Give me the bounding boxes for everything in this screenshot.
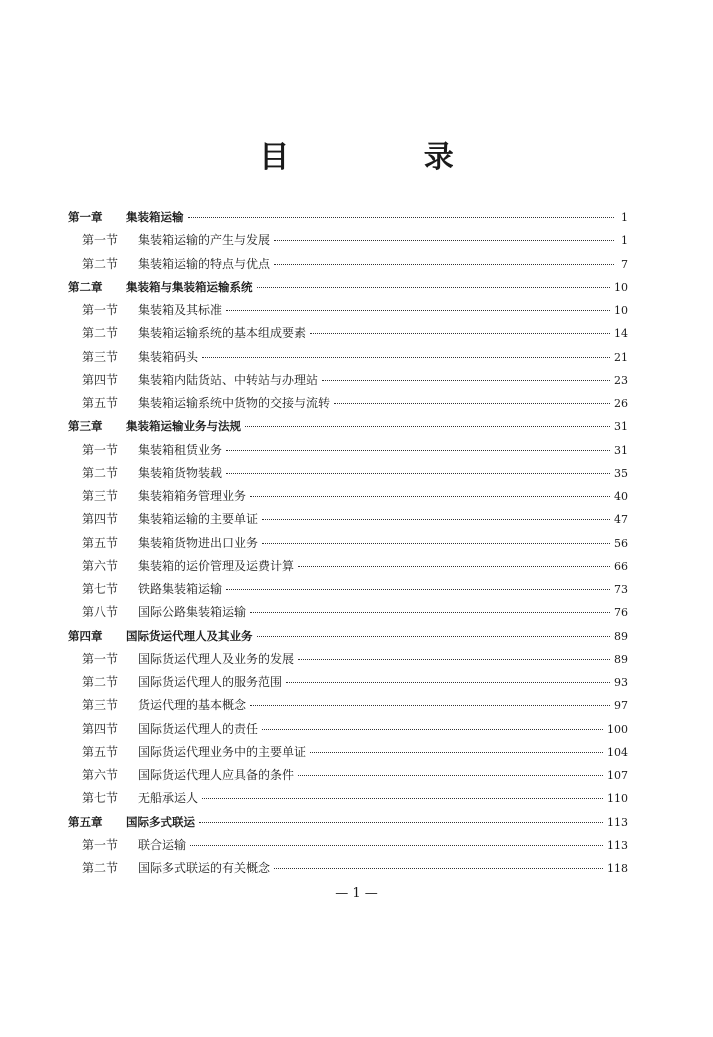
toc-entry-title: 集装箱内陆货站、中转站与办理站 bbox=[138, 372, 319, 387]
toc-entry-page: 10 bbox=[614, 280, 628, 294]
toc-entry-title: 国际多式联运的有关概念 bbox=[138, 861, 271, 875]
dot-leader bbox=[188, 216, 615, 218]
toc-entry-title: 国际货运代理业务中的主要单证 bbox=[138, 744, 307, 759]
toc-entry-number: 第一节 bbox=[82, 837, 119, 852]
toc-entry-page: 56 bbox=[614, 536, 628, 550]
toc-entry-title: 集装箱码头 bbox=[138, 349, 199, 364]
toc-entry-title: 集装箱运输业务与法规 bbox=[126, 419, 241, 434]
toc-chapter-row bbox=[68, 811, 628, 834]
toc-section-row bbox=[68, 346, 628, 369]
dot-leader bbox=[257, 286, 611, 288]
toc-entry-title: 集装箱箱务管理业务 bbox=[138, 489, 247, 503]
toc-entry-title: 集装箱运输 bbox=[126, 210, 184, 224]
toc-entry-number: 第三节 bbox=[82, 349, 119, 364]
page-title: 目 录 bbox=[259, 140, 516, 175]
toc-entry-title: 国际公路集装箱运输 bbox=[138, 605, 247, 620]
toc-section-row bbox=[68, 601, 628, 624]
dot-leader bbox=[250, 495, 610, 497]
toc-entry-page: 76 bbox=[614, 606, 628, 620]
toc-entry-title: 国际货运代理人及业务的发展 bbox=[138, 651, 295, 666]
toc-chapter-row bbox=[68, 206, 628, 229]
toc-entry-title: 集装箱运输的主要单证 bbox=[138, 512, 259, 527]
toc-section-row bbox=[68, 532, 628, 555]
dot-leader bbox=[202, 356, 610, 358]
toc-entry-title: 集装箱货物进出口业务 bbox=[138, 535, 259, 550]
toc-chapter-row bbox=[68, 415, 628, 438]
dot-leader bbox=[226, 472, 610, 474]
dot-leader bbox=[310, 751, 603, 753]
dot-leader bbox=[226, 449, 610, 451]
toc-entry-number: 第三节 bbox=[82, 698, 119, 713]
dot-leader bbox=[245, 425, 610, 427]
toc-entry-title: 集装箱货物装载 bbox=[138, 465, 223, 480]
toc-entry-number: 第二节 bbox=[82, 861, 119, 875]
dot-leader bbox=[274, 263, 614, 265]
dot-leader bbox=[190, 844, 603, 846]
toc-entry-number: 第二节 bbox=[82, 465, 119, 480]
toc-entry-page: 31 bbox=[614, 420, 628, 434]
toc-entry-page: 23 bbox=[614, 373, 628, 387]
toc-section-row bbox=[68, 555, 628, 578]
toc-entry-title: 集装箱运输的特点与优点 bbox=[138, 256, 271, 271]
toc-section-row bbox=[68, 253, 628, 276]
toc-entry-title: 无船承运人 bbox=[138, 791, 199, 806]
toc-section-row bbox=[68, 229, 628, 252]
toc-entry-number: 第二章 bbox=[68, 279, 103, 294]
toc-section-row bbox=[68, 764, 628, 787]
toc-entry-number: 第五节 bbox=[82, 744, 119, 759]
dot-leader bbox=[202, 797, 603, 799]
toc-section-row bbox=[68, 392, 628, 415]
dot-leader bbox=[274, 867, 603, 869]
toc-entry-number: 第七节 bbox=[82, 791, 119, 806]
toc-entry-title: 集装箱及其标准 bbox=[138, 303, 223, 317]
page-footer: — 1 — bbox=[335, 886, 378, 901]
toc-entry-number: 第六节 bbox=[82, 558, 119, 573]
toc-entry-number: 第八节 bbox=[82, 605, 119, 620]
toc-entry-title: 集装箱的运价管理及运费计算 bbox=[138, 558, 295, 573]
toc-chapter-row bbox=[68, 625, 628, 648]
toc-entry-page: 89 bbox=[614, 652, 628, 666]
dot-leader bbox=[257, 635, 611, 637]
toc-chapter-row bbox=[68, 276, 628, 299]
toc-entry-page: 1 bbox=[621, 234, 628, 248]
toc-section-row bbox=[68, 485, 628, 508]
toc-entry-title: 集装箱运输系统中货物的交接与流转 bbox=[138, 396, 331, 410]
toc-entry-number: 第五节 bbox=[82, 535, 119, 550]
toc-entry-number: 第二节 bbox=[82, 326, 119, 341]
toc-section-row bbox=[68, 462, 628, 485]
toc-entry-number: 第一节 bbox=[82, 651, 119, 666]
toc-entry-page: 7 bbox=[621, 257, 628, 271]
toc-entry-page: 14 bbox=[614, 327, 628, 341]
toc-entry-number: 第一节 bbox=[82, 442, 119, 457]
dot-leader bbox=[226, 588, 610, 590]
toc-entry-page: 89 bbox=[614, 629, 628, 643]
toc-entry-number: 第五节 bbox=[82, 396, 119, 410]
table-of-contents bbox=[68, 206, 628, 880]
toc-entry-page: 35 bbox=[614, 466, 628, 480]
toc-entry-title: 联合运输 bbox=[138, 837, 187, 852]
toc-entry-page: 31 bbox=[614, 443, 628, 457]
toc-entry-number: 第一章 bbox=[68, 210, 103, 224]
toc-entry-page: 110 bbox=[607, 792, 628, 806]
toc-section-row bbox=[68, 741, 628, 764]
toc-entry-page: 93 bbox=[614, 676, 628, 689]
toc-entry-page: 66 bbox=[614, 559, 628, 573]
toc-entry-title: 集装箱运输系统的基本组成要素 bbox=[138, 326, 307, 341]
dot-leader bbox=[274, 239, 614, 241]
toc-entry-number: 第四节 bbox=[82, 372, 119, 387]
toc-entry-title: 集装箱运输的产生与发展 bbox=[138, 233, 271, 248]
dot-leader bbox=[262, 518, 610, 520]
toc-entry-page: 104 bbox=[607, 745, 628, 759]
dot-leader bbox=[226, 309, 610, 311]
toc-entry-title: 国际货运代理人的服务范围 bbox=[138, 675, 283, 689]
toc-entry-number: 第二节 bbox=[82, 256, 119, 271]
toc-entry-page: 113 bbox=[607, 838, 628, 852]
toc-entry-title: 国际货运代理人应具备的条件 bbox=[138, 768, 295, 782]
dot-leader bbox=[199, 821, 603, 823]
toc-entry-number: 第六节 bbox=[82, 768, 119, 782]
dot-leader bbox=[250, 704, 610, 706]
toc-entry-title: 国际货运代理人的责任 bbox=[138, 721, 259, 736]
dot-leader bbox=[298, 658, 610, 660]
dot-leader bbox=[262, 728, 603, 730]
toc-entry-number: 第二节 bbox=[82, 675, 119, 689]
toc-entry-number: 第五章 bbox=[68, 814, 103, 829]
toc-entry-page: 1 bbox=[621, 211, 628, 224]
toc-section-row bbox=[68, 299, 628, 322]
dot-leader bbox=[334, 402, 610, 404]
toc-entry-title: 集装箱与集装箱运输系统 bbox=[126, 279, 253, 294]
toc-entry-page: 47 bbox=[614, 513, 628, 527]
dot-leader bbox=[310, 332, 610, 334]
dot-leader bbox=[298, 774, 603, 776]
toc-entry-number: 第四节 bbox=[82, 721, 119, 736]
toc-entry-page: 100 bbox=[607, 722, 628, 736]
toc-entry-page: 107 bbox=[607, 769, 628, 782]
toc-entry-number: 第七节 bbox=[82, 582, 119, 596]
dot-leader bbox=[250, 611, 610, 613]
toc-section-row bbox=[68, 369, 628, 392]
toc-entry-title: 货运代理的基本概念 bbox=[138, 698, 247, 713]
toc-section-row bbox=[68, 508, 628, 531]
toc-entry-page: 73 bbox=[614, 583, 628, 596]
toc-entry-number: 第三章 bbox=[68, 419, 103, 434]
toc-section-row bbox=[68, 834, 628, 857]
toc-entry-number: 第一节 bbox=[82, 303, 119, 317]
toc-entry-number: 第四节 bbox=[82, 512, 119, 527]
toc-entry-number: 第四章 bbox=[68, 628, 103, 643]
toc-entry-page: 118 bbox=[607, 862, 628, 875]
toc-entry-page: 10 bbox=[614, 304, 628, 317]
toc-section-row bbox=[68, 439, 628, 462]
toc-section-row bbox=[68, 718, 628, 741]
toc-entry-page: 21 bbox=[614, 350, 628, 364]
toc-section-row bbox=[68, 787, 628, 810]
toc-section-row bbox=[68, 857, 628, 880]
toc-section-row bbox=[68, 648, 628, 671]
toc-entry-page: 26 bbox=[614, 397, 628, 410]
dot-leader bbox=[286, 681, 610, 683]
dot-leader bbox=[262, 542, 610, 544]
toc-entry-page: 113 bbox=[607, 815, 628, 829]
dot-leader bbox=[298, 565, 610, 567]
toc-section-row bbox=[68, 322, 628, 345]
toc-entry-page: 97 bbox=[614, 699, 628, 713]
toc-section-row bbox=[68, 694, 628, 717]
toc-entry-title: 铁路集装箱运输 bbox=[138, 582, 223, 596]
toc-entry-title: 集装箱租赁业务 bbox=[138, 442, 223, 457]
toc-entry-title: 国际多式联运 bbox=[126, 814, 195, 829]
toc-entry-number: 第三节 bbox=[82, 489, 119, 503]
toc-section-row bbox=[68, 671, 628, 694]
toc-entry-page: 40 bbox=[614, 490, 628, 503]
toc-entry-title: 国际货运代理人及其业务 bbox=[126, 628, 253, 643]
toc-section-row bbox=[68, 578, 628, 601]
toc-entry-number: 第一节 bbox=[82, 233, 119, 248]
dot-leader bbox=[322, 379, 610, 381]
